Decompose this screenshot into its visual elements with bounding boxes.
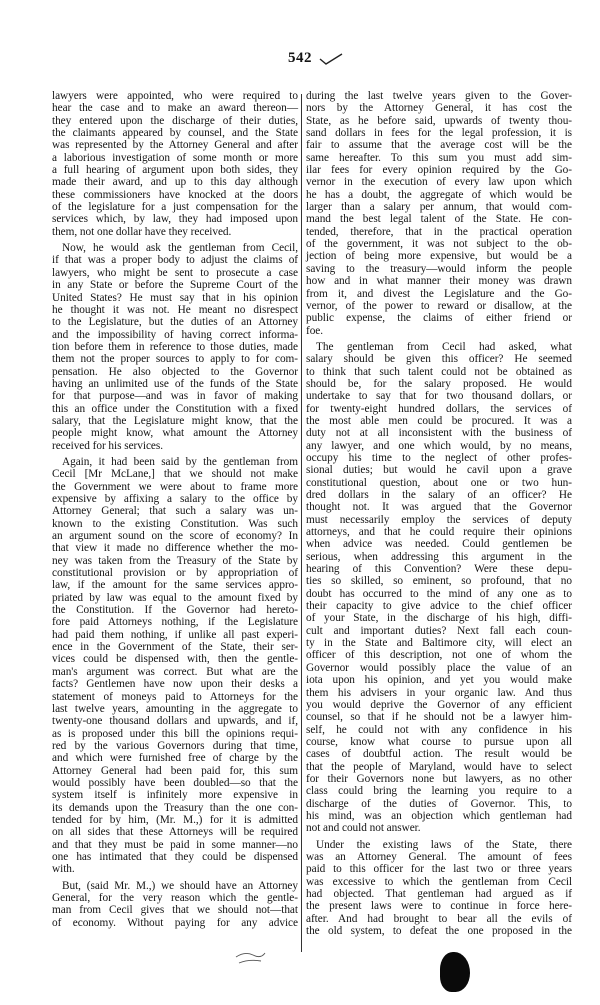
paragraph (306, 341, 572, 835)
text-line: would possibly have been doubled—so that the (52, 776, 298, 789)
text-line: salary should be given this officer? He seemed (306, 353, 572, 366)
text-line: for twenty-eight hundred dollars, the services of (306, 402, 572, 415)
text-line: they entered upon the discharge of their duties, (52, 114, 298, 127)
text-line: officer of this description, not one of whom the (306, 649, 572, 662)
text-line: ties so skilled, so eminent, so profound, that no (306, 575, 572, 588)
text-line: with. (52, 863, 75, 876)
text-line: had objected. That gentleman had argued as if (306, 888, 572, 900)
text-line: for that purpose—and was in favor of making (52, 390, 298, 403)
text-line: the most able men could be procured. It was a (306, 414, 572, 427)
text-line: hearing of this Convention? Were these depu- (306, 563, 572, 576)
paragraph (306, 839, 572, 938)
text-line: Cecil [Mr McLane,] that we should not make (52, 468, 298, 481)
text-line: of the legislature for a just compensation for the (52, 201, 298, 214)
text-line: ilar fees for every opinion required by the Go- (306, 164, 572, 177)
text-line: serious, when addressing this argument in the (306, 550, 572, 563)
text-line: from it, and divest the Legislature and the Go- (306, 287, 572, 300)
text-line: last twelve years, amounting in the aggregate to (52, 702, 298, 715)
text-line: hear the case and to make an award thereon— (52, 102, 298, 115)
text-line: had paid them nothing, if unlike all past experi- (52, 628, 298, 641)
text-line: facts? Gentlemen have now upon their desks a (52, 678, 298, 691)
text-line: constitutional provision or by appropriation of (52, 567, 298, 580)
paragraph (52, 90, 298, 238)
text-line: class could bring the learning you require to a (306, 785, 572, 798)
text-line: tion before them in reference to those duties, made (52, 340, 298, 353)
text-line: man's argument was correct. But what are the (52, 665, 298, 678)
paragraph (52, 456, 298, 876)
text-line: on all sides that these Attorneys will be required (52, 826, 298, 839)
text-line: General, for the very reason which the gentle- (52, 892, 298, 904)
text-line: made their award, and up to this day although (52, 176, 298, 189)
text-line: received for his services. (52, 439, 163, 452)
text-line: thought not. It was argued that the Governor (306, 501, 572, 514)
ink-blot (440, 952, 470, 992)
text-line: he has a doubt, the aggregate of which would be (306, 188, 572, 201)
text-line: for their Governors none but lawyers, as no other (306, 772, 572, 785)
text-line: public expense, the claims of either friend or (306, 312, 572, 325)
text-line: and the impossibility of having correct informa- (52, 328, 298, 341)
text-line: having an unlimited use of the funds of the State (52, 377, 298, 390)
text-line: Attorney General had been paid for, this sum (52, 764, 298, 777)
text-line: counsel, so that if he should not be a lawyer him- (306, 711, 572, 724)
text-line: Under the existing laws of the State, there (316, 838, 572, 851)
text-line: But, (said Mr. M.,) we should have an Attorney (62, 879, 298, 892)
text-line: duty not at all inconsistent with the business of (306, 427, 572, 440)
text-line: attorneys, and that he could require their opinions (306, 526, 572, 539)
text-line: discharge of the duties of Governor. This, to (306, 797, 572, 810)
text-line: that view it made no difference whether the mo- (52, 542, 298, 555)
text-line: Now, he would ask the gentleman from Cecil, (62, 242, 298, 255)
text-line: tended for by him, (Mr. M.,) for it is admitted (52, 813, 298, 826)
text-line: ty in the State and Baltimore city, will elect an (306, 637, 572, 650)
text-line: how and in what manner their money was drawn (306, 275, 572, 288)
text-line: them, not one dollar have they received. (52, 225, 232, 238)
text-line: vices could be dispensed with, then the gentle- (52, 653, 298, 666)
text-line: its demands upon the Treasury than the one con- (52, 801, 298, 814)
text-line: a full hearing of argument upon both sides, they (52, 164, 298, 177)
text-line: sand dollars in fees for the legal profession, it is (306, 127, 572, 140)
text-line: their capacity to give advice to the chief officer (306, 600, 572, 613)
text-line: mand the best legal talent of the State. He con- (306, 213, 572, 226)
text-line: lawyers, who might be sent to prosecute a case (52, 266, 298, 279)
text-line: red by the various Governors during that time, (52, 739, 298, 752)
text-line: vernor in the execution of every law upon which (306, 176, 572, 189)
text-line: was represented by the Attorney General and after (52, 139, 298, 152)
text-line: known to the existing Constitution. Was such (52, 517, 298, 530)
text-line: system itself is infinitely more expensive in (52, 789, 298, 802)
text-line: and which were furnished free of charge by the (52, 752, 298, 765)
text-line: when advice was needed. Could gentlemen be (306, 538, 572, 551)
text-line: them not the proper sources to apply to for com- (52, 353, 298, 366)
text-line: cases of doubtful action. The result would be (306, 748, 572, 761)
text-line: he thought it was not. He meant no disrespect (52, 303, 298, 316)
text-line: constitutional question, about one or two hun- (306, 476, 572, 489)
paragraph (52, 880, 298, 929)
text-line: Attorney General; that such a salary was un- (52, 505, 298, 518)
text-line: them his advisers in your organic law. And thus (306, 686, 572, 699)
paragraph (306, 90, 572, 337)
text-line: self, he could not with any confidence in his (306, 723, 572, 736)
text-line: fore paid Attorneys nothing, if the Legislature (52, 616, 298, 629)
text-line: statement of moneys paid to Attorneys for the (52, 690, 298, 703)
handwritten-check-mark-icon (318, 52, 344, 66)
text-line: you would deprive the Governor of any efficient (306, 698, 572, 711)
text-line: larger than a salary per annum, that would com- (306, 201, 572, 214)
text-line: an argument sound on the score of economy? In (52, 530, 298, 543)
text-line: pensation. He also objected to the Governor (52, 365, 298, 378)
text-line: the claimants appeared by counsel, and the State (52, 127, 298, 140)
text-line: nors by the Attorney General, it has cost the (306, 102, 572, 115)
text-line: jection of being more expensive, but would be a (306, 250, 572, 263)
text-line: sional duties; but would he cavil upon a grave (306, 464, 572, 477)
text-line: ence in the Government of the State, their ser- (52, 641, 298, 654)
text-line: paid to this officer for the last two or three years (306, 863, 572, 876)
text-line: dred dollars in the salary of an officer? He (306, 489, 572, 501)
text-line: this an office under the Constitution with a fixed (52, 402, 298, 415)
text-line: any lawyer, and one which would, by no means, (306, 439, 572, 452)
text-line: his mind, was an objection which gentleman had (306, 809, 572, 822)
text-line: that the people of Maryland, would have to select (306, 760, 572, 773)
text-line: if that was a proper body to adjust the claims of (52, 254, 298, 267)
text-line: lawyers were appointed, who were required to (52, 90, 298, 102)
pen-scribble-mark (233, 947, 267, 967)
text-line: as is proposed under this bill the opinions requi- (52, 727, 298, 740)
text-line: ney was taken from the Treasury of the State by (52, 554, 298, 567)
text-line: fair to assume that the average cost will be the (306, 139, 572, 152)
text-line: salary, that the Legislature might know, that the (52, 414, 298, 427)
left-column (52, 90, 298, 933)
text-line: the old system, to defeat the one proposed in the (306, 925, 572, 938)
text-line: the Constitution. If the Governor had hereto- (52, 604, 298, 617)
text-line: twenty-one thousand dollars and upwards, and if, (52, 715, 298, 728)
text-line: United States? He must say that in his opinion (52, 291, 298, 304)
text-line: must necessarily employ the services of deputy (306, 513, 572, 526)
text-line: doubt has occurred to the mind of any one as to (306, 587, 572, 600)
text-line: to the Legislature, but the duties of an Attorney (52, 316, 298, 329)
right-column (306, 90, 572, 941)
text-line: people might know, what amount the Attorney (52, 427, 298, 440)
text-line: saving to the treasury—would inform the people (306, 262, 572, 275)
text-line: State, as he before said, upwards of twenty thou- (306, 114, 572, 127)
text-line: of the government, it was not subject to the ob- (306, 238, 572, 251)
text-line: law, if the amount for the same services appro- (52, 579, 298, 592)
text-line: occupy his time to the neglect of other profes- (306, 451, 572, 464)
text-line: the Government we were about to frame more (52, 480, 298, 493)
text-line: not and could not answer. (306, 822, 421, 835)
text-line: the present laws were to continue in force here- (306, 900, 572, 913)
text-line: foe. (306, 324, 324, 337)
text-line: and that they must be paid in some manner—no (52, 838, 298, 851)
text-line: course, know what course to pursue upon all (306, 735, 572, 748)
text-line: vernor, of the power to reward or disallow, at the (306, 299, 572, 312)
column-divider (301, 94, 302, 952)
text-line: a laborious investigation of some month or more (52, 151, 298, 164)
text-line: Governor would possibly place the value of an (306, 661, 572, 674)
text-line: should be, for the salary proposed. He would (306, 377, 572, 390)
text-line: cult and important duties? Next fall each coun- (306, 624, 572, 637)
page-number: 542 (288, 50, 312, 66)
text-line: services which, by law, they had imposed upon (52, 213, 298, 226)
text-line: these commissioners have knocked at the doors (52, 188, 298, 201)
text-line: expensive by affixing a salary to the office by (52, 493, 298, 505)
text-line: after. And had brought to bear all the evils of (306, 912, 572, 925)
text-line: to think that such talent could not be obtained as (306, 365, 572, 378)
text-line: was an Attorney General. The amount of fees (306, 850, 572, 863)
text-line: in any State or before the Supreme Court of the (52, 279, 298, 292)
text-line: priated by law was equal to the amount fixed by (52, 591, 298, 604)
text-line: during the last twelve years given to the Gover- (306, 90, 572, 102)
text-line: of economy. Without paying for any advice (52, 916, 298, 929)
text-line: one has intimated that they could be dispensed (52, 850, 298, 863)
text-line: Again, it had been said by the gentleman from (62, 455, 298, 468)
paragraph (52, 242, 298, 452)
text-line: tended, therefore, that in the practical operation (306, 225, 572, 238)
text-line: iota upon his opinion, and yet you would make (306, 674, 572, 687)
text-line: man from Cecil gives that we should not—that (52, 904, 298, 917)
text-line: of your State, in the discharge of his high, diffi- (306, 612, 572, 625)
text-line: The gentleman from Cecil had asked, what (316, 340, 572, 353)
text-line: same hereafter. To this sum you must add sim- (306, 151, 572, 164)
text-line: was excessive to which the gentleman from Cecil (306, 875, 572, 888)
text-line: undertake to say that for two thousand dollars, or (306, 390, 572, 403)
